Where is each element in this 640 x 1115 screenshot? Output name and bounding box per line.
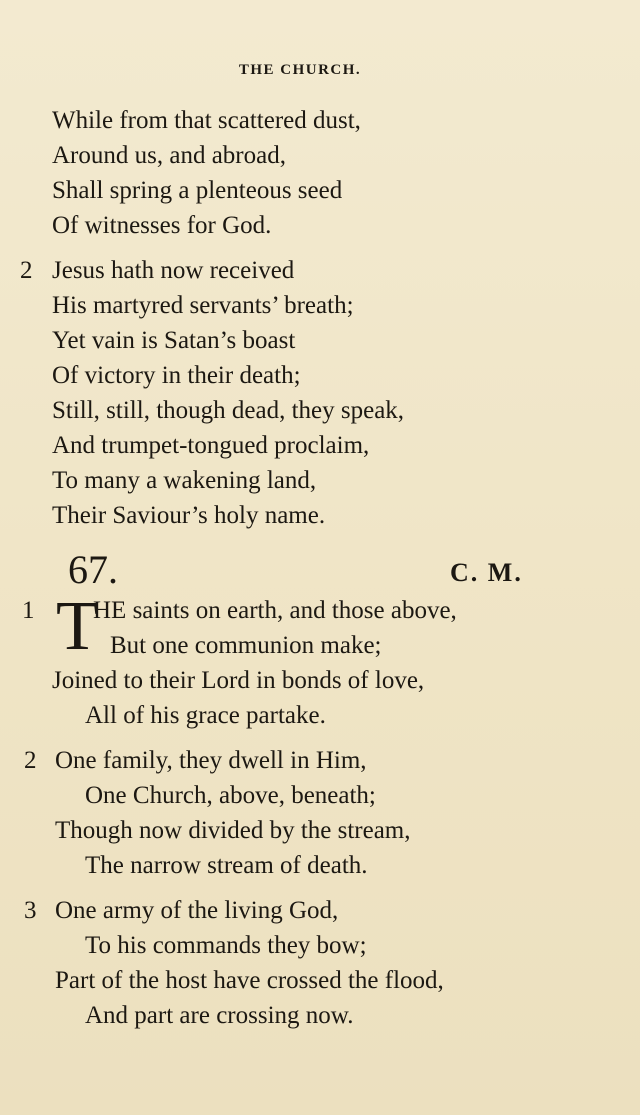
- verse-line: The narrow stream of death.: [85, 852, 368, 879]
- stanza-number: 2: [24, 747, 37, 774]
- verse-line: Of witnesses for God.: [52, 212, 272, 239]
- verse-line: Shall spring a plenteous seed: [52, 177, 343, 204]
- verse-line: Around us, and abroad,: [52, 142, 286, 169]
- verse-line: Though now divided by the stream,: [55, 817, 411, 844]
- verse-line: One Church, above, beneath;: [85, 782, 376, 809]
- verse-line: Joined to their Lord in bonds of love,: [52, 667, 425, 694]
- verse-line: His martyred servants’ breath;: [52, 292, 354, 319]
- stanza-number: 2: [20, 257, 33, 284]
- verse-line: And part are crossing now.: [85, 1002, 354, 1029]
- running-head: THE CHURCH.: [238, 62, 362, 78]
- verse-line: And trumpet-tongued proclaim,: [52, 432, 370, 459]
- verse-line: Of victory in their death;: [52, 362, 301, 389]
- verse-line: While from that scattered dust,: [52, 107, 361, 134]
- stanza-number: 3: [24, 897, 37, 924]
- stanza-number: 1: [22, 597, 35, 624]
- verse-line: HE saints on earth, and those above,: [93, 597, 457, 624]
- verse-line: One army of the living God,: [55, 897, 339, 924]
- hymn-number: 67.: [68, 547, 118, 592]
- hymn-meter: C. M.: [450, 558, 523, 587]
- verse-line: One family, they dwell in Him,: [55, 747, 367, 774]
- verse-line: But one communion make;: [110, 632, 382, 659]
- verse-line: To his commands they bow;: [85, 932, 367, 959]
- verse-line: Still, still, though dead, they speak,: [52, 397, 405, 424]
- verse-line: Part of the host have crossed the flood,: [55, 967, 444, 994]
- drop-cap: T: [56, 588, 99, 665]
- verse-line: Yet vain is Satan’s boast: [52, 327, 296, 354]
- verse-line: To many a wakening land,: [52, 467, 317, 494]
- verse-line: Jesus hath now received: [52, 257, 295, 284]
- verse-line: All of his grace partake.: [85, 702, 326, 729]
- verse-line: Their Saviour’s holy name.: [52, 502, 326, 529]
